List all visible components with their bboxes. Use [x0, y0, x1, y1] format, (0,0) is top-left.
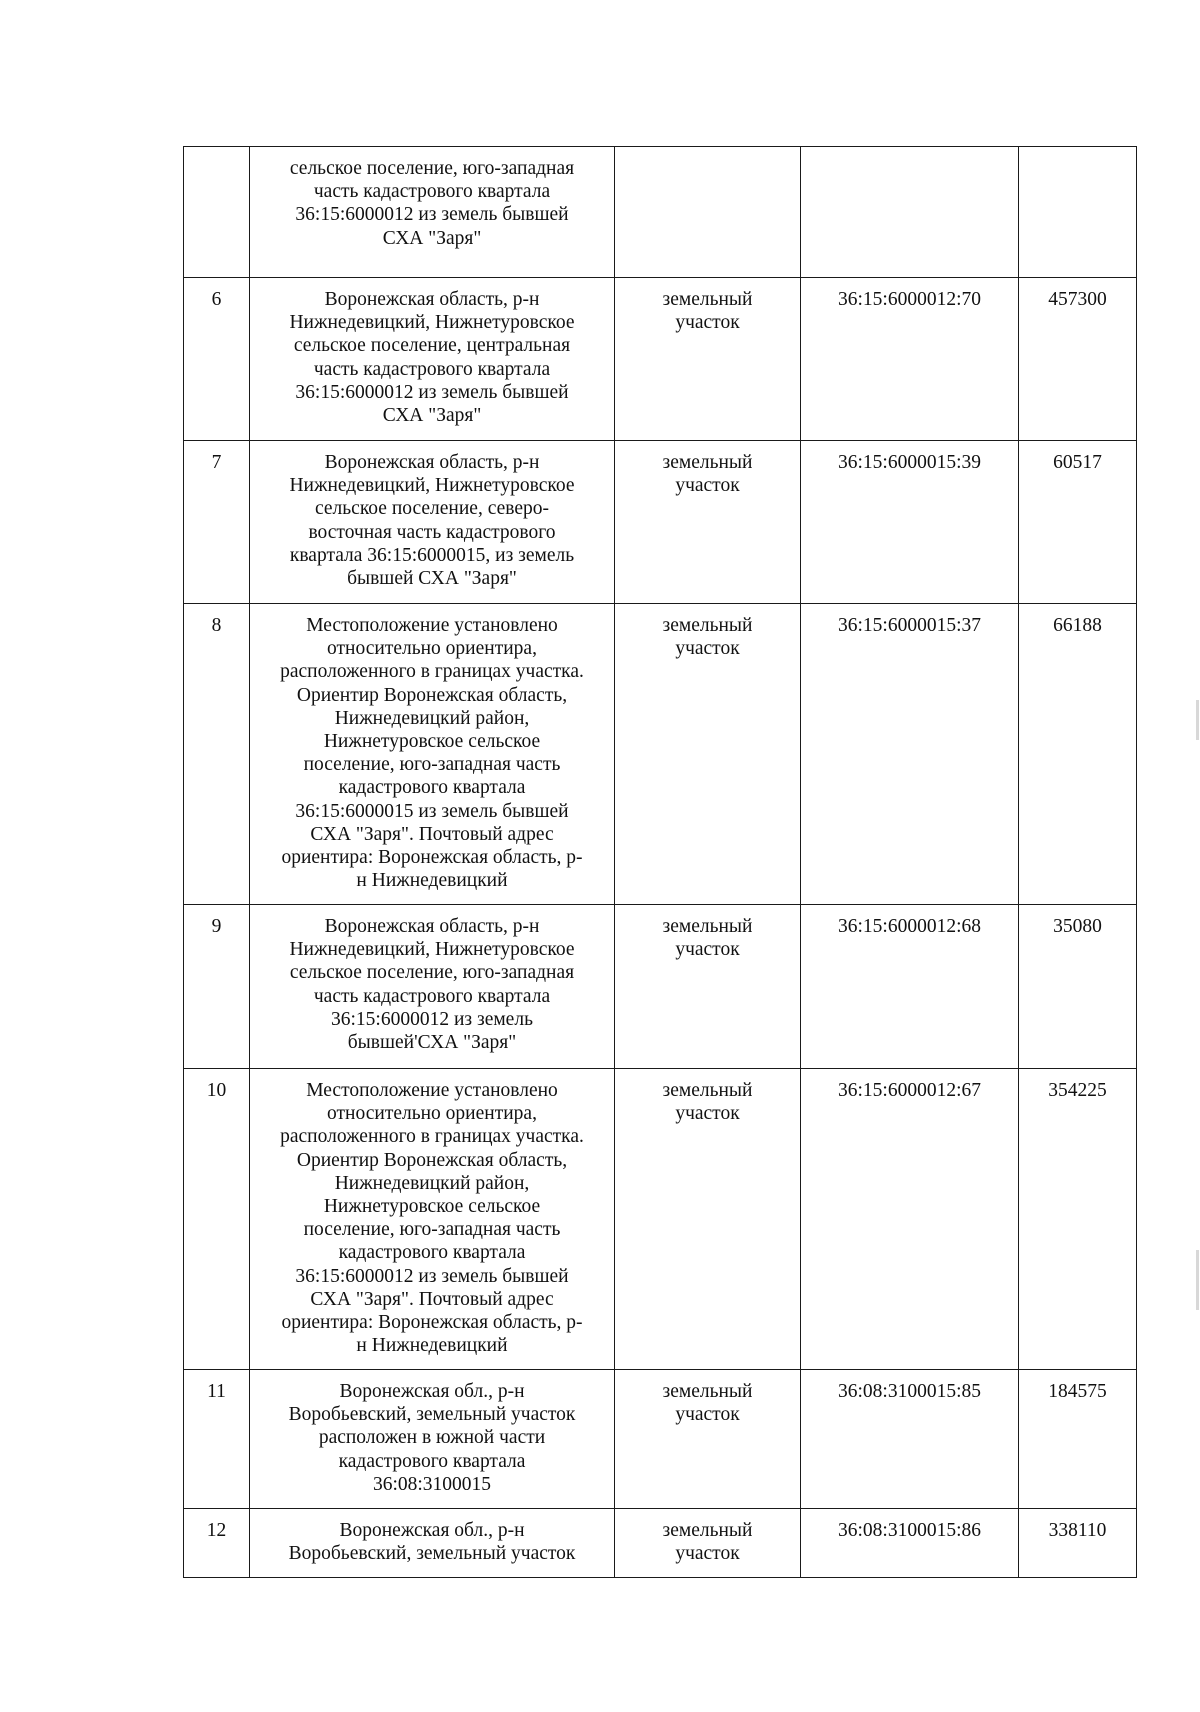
row-number-cell	[184, 278, 250, 441]
address-line: 36:08:3100015	[372, 1473, 492, 1495]
address-line: поселение, юго-западная часть	[303, 1219, 561, 1241]
address-line: расположенного в границах участка.	[280, 1126, 584, 1148]
address-line: относительно ориентира,	[327, 1103, 537, 1125]
address-line: Нижнетуровское сельское	[323, 731, 541, 753]
address-line: часть кадастрового квартала	[313, 985, 551, 1007]
object-type-line: участок	[675, 638, 740, 660]
address-line: Ориентир Воронежская область,	[296, 684, 568, 706]
object-type-cell	[615, 604, 801, 905]
address-line: СХА "Заря". Почтовый адрес	[310, 823, 554, 845]
area-value: 66188	[1053, 615, 1102, 636]
address-line: сельское поселение, юго-западная	[289, 962, 575, 984]
address-line: Воронежская обл., р-н	[339, 1381, 525, 1402]
object-type-cell	[615, 1370, 801, 1509]
address-line: кадастрового квартала	[338, 777, 526, 799]
address-cell	[250, 905, 615, 1069]
address-line: Воронежская область, р-н	[324, 452, 540, 473]
object-type-cell	[615, 441, 801, 604]
area-cell	[1019, 147, 1137, 278]
address-line: квартала 36:15:6000015, из земель	[289, 544, 575, 566]
address-cell	[250, 147, 615, 278]
address-line: поселение, юго-западная часть	[303, 754, 561, 776]
address-line: ориентира: Воронежская область, р-	[281, 1312, 583, 1334]
cadastral-number-cell	[801, 1509, 1019, 1578]
address-line: Воробьевский, земельный участок	[288, 1404, 576, 1426]
row-number-cell	[184, 604, 250, 905]
address-line: Нижнедевицкий, Нижнетуровское	[289, 475, 575, 497]
table-row	[184, 1509, 1137, 1578]
cadastral-number-cell	[801, 441, 1019, 604]
address-line: 36:15:6000015 из земель бывшей	[295, 800, 569, 822]
address-line: Нижнедевицкий район,	[334, 707, 530, 729]
area-cell	[1019, 441, 1137, 604]
table-row	[184, 147, 1137, 278]
address-line: Нижнедевицкий, Нижнетуровское	[289, 939, 575, 961]
address-line: 36:15:6000012 из земель бывшей	[295, 1265, 569, 1287]
address-cell	[250, 604, 615, 905]
object-type-line: земельный	[662, 1520, 753, 1541]
row-number-cell	[184, 441, 250, 604]
cadastral-number-cell	[801, 278, 1019, 441]
object-type-line: участок	[675, 1404, 740, 1426]
address-line: н Нижнедевицкий	[356, 870, 508, 892]
cadastral-number: 36:15:6000015:37	[837, 615, 981, 636]
cadastral-number: 36:15:6000012:68	[837, 916, 981, 937]
table-row	[184, 1069, 1137, 1370]
address-line: Ориентир Воронежская область,	[296, 1149, 568, 1171]
object-type-cell	[615, 147, 801, 278]
area-value: 457300	[1048, 289, 1107, 310]
address-line: кадастрового квартала	[338, 1242, 526, 1264]
object-type-line: земельный	[662, 452, 753, 473]
address-line: Воронежская область, р-н	[324, 289, 540, 310]
address-line: ориентира: Воронежская область, р-	[281, 847, 583, 869]
area-value: 60517	[1053, 452, 1102, 473]
land-plots-table	[183, 146, 1137, 1578]
address-line: сельское поселение, центральная	[293, 335, 571, 357]
address-cell	[250, 1069, 615, 1370]
cadastral-number-cell	[801, 604, 1019, 905]
cadastral-number-cell	[801, 1370, 1019, 1509]
row-number: 8	[211, 615, 222, 636]
object-type-cell	[615, 278, 801, 441]
row-number-cell	[184, 147, 250, 278]
address-line: 36:15:6000012 из земель бывшей	[295, 204, 569, 226]
row-number: 11	[207, 1381, 226, 1402]
object-type-line: участок	[675, 1543, 740, 1565]
address-line: СХА "Заря"	[382, 227, 482, 249]
table-row	[184, 905, 1137, 1069]
cadastral-number: 36:08:3100015:85	[837, 1381, 981, 1402]
area-cell	[1019, 905, 1137, 1069]
cadastral-number-cell	[801, 1069, 1019, 1370]
address-cell	[250, 1370, 615, 1509]
address-line: Местоположение установлено	[306, 615, 558, 636]
row-number-cell	[184, 1370, 250, 1509]
row-number: 12	[206, 1520, 227, 1541]
cadastral-number-cell	[801, 905, 1019, 1069]
object-type-line: земельный	[662, 1381, 753, 1402]
object-type-line: земельный	[662, 615, 753, 636]
area-cell	[1019, 278, 1137, 441]
row-number: 9	[211, 916, 222, 937]
address-cell	[250, 278, 615, 441]
address-line: сельское поселение, юго-западная	[289, 158, 575, 179]
address-line: кадастрового квартала	[338, 1450, 526, 1472]
address-cell	[250, 1509, 615, 1578]
object-type-line: участок	[675, 475, 740, 497]
address-line: Нижнедевицкий район,	[334, 1172, 530, 1194]
row-number: 10	[206, 1080, 227, 1101]
table-row	[184, 441, 1137, 604]
area-value: 338110	[1048, 1520, 1107, 1541]
scan-edge-mark	[1196, 700, 1199, 740]
address-line: Нижнедевицкий, Нижнетуровское	[289, 312, 575, 334]
address-line: часть кадастрового квартала	[313, 358, 551, 380]
object-type-line: участок	[675, 939, 740, 961]
address-cell	[250, 441, 615, 604]
area-cell	[1019, 1069, 1137, 1370]
table-body	[184, 147, 1137, 1578]
object-type-line: участок	[675, 312, 740, 334]
area-value: 35080	[1053, 916, 1102, 937]
cadastral-number: 36:15:6000012:70	[837, 289, 981, 310]
row-number: 6	[211, 289, 222, 310]
address-line: Воробьевский, земельный участок	[288, 1543, 576, 1565]
area-cell	[1019, 1509, 1137, 1578]
address-line: бывшей СХА "Заря"	[347, 568, 517, 590]
row-number-cell	[184, 1509, 250, 1578]
address-line: бывшей'СХА "Заря"	[347, 1032, 517, 1054]
address-line: восточная часть кадастрового	[308, 521, 556, 543]
scan-edge-mark	[1196, 1250, 1199, 1310]
area-value: 184575	[1048, 1381, 1107, 1402]
object-type-cell	[615, 1509, 801, 1578]
object-type-line: участок	[675, 1103, 740, 1125]
address-line: сельское поселение, северо-	[315, 498, 549, 520]
row-number-cell	[184, 1069, 250, 1370]
area-cell	[1019, 1370, 1137, 1509]
address-line: СХА "Заря"	[382, 405, 482, 427]
table-row	[184, 604, 1137, 905]
table-row	[184, 278, 1137, 441]
address-line: Воронежская область, р-н	[324, 916, 540, 937]
address-line: расположен в южной части	[318, 1427, 546, 1449]
address-line: Воронежская обл., р-н	[339, 1520, 525, 1541]
table-row	[184, 1370, 1137, 1509]
address-line: относительно ориентира,	[327, 638, 537, 660]
cadastral-number: 36:08:3100015:86	[837, 1520, 981, 1541]
object-type-line: земельный	[662, 1080, 753, 1101]
address-line: СХА "Заря". Почтовый адрес	[310, 1288, 554, 1310]
object-type-line: земельный	[662, 916, 753, 937]
object-type-cell	[615, 1069, 801, 1370]
address-line: 36:15:6000012 из земель бывшей	[295, 381, 569, 403]
cadastral-number-cell	[801, 147, 1019, 278]
address-line: н Нижнедевицкий	[356, 1335, 508, 1357]
address-line: Нижнетуровское сельское	[323, 1196, 541, 1218]
address-line: часть кадастрового квартала	[313, 181, 551, 203]
address-line: Местоположение установлено	[306, 1080, 558, 1101]
cadastral-number: 36:15:6000012:67	[837, 1080, 981, 1101]
area-cell	[1019, 604, 1137, 905]
address-line: 36:15:6000012 из земель	[331, 1008, 533, 1030]
address-line: расположенного в границах участка.	[280, 661, 584, 683]
cadastral-number: 36:15:6000015:39	[837, 452, 981, 473]
row-number-cell	[184, 905, 250, 1069]
row-number: 7	[211, 452, 222, 473]
object-type-line: земельный	[662, 289, 753, 310]
area-value: 354225	[1048, 1080, 1107, 1101]
object-type-cell	[615, 905, 801, 1069]
